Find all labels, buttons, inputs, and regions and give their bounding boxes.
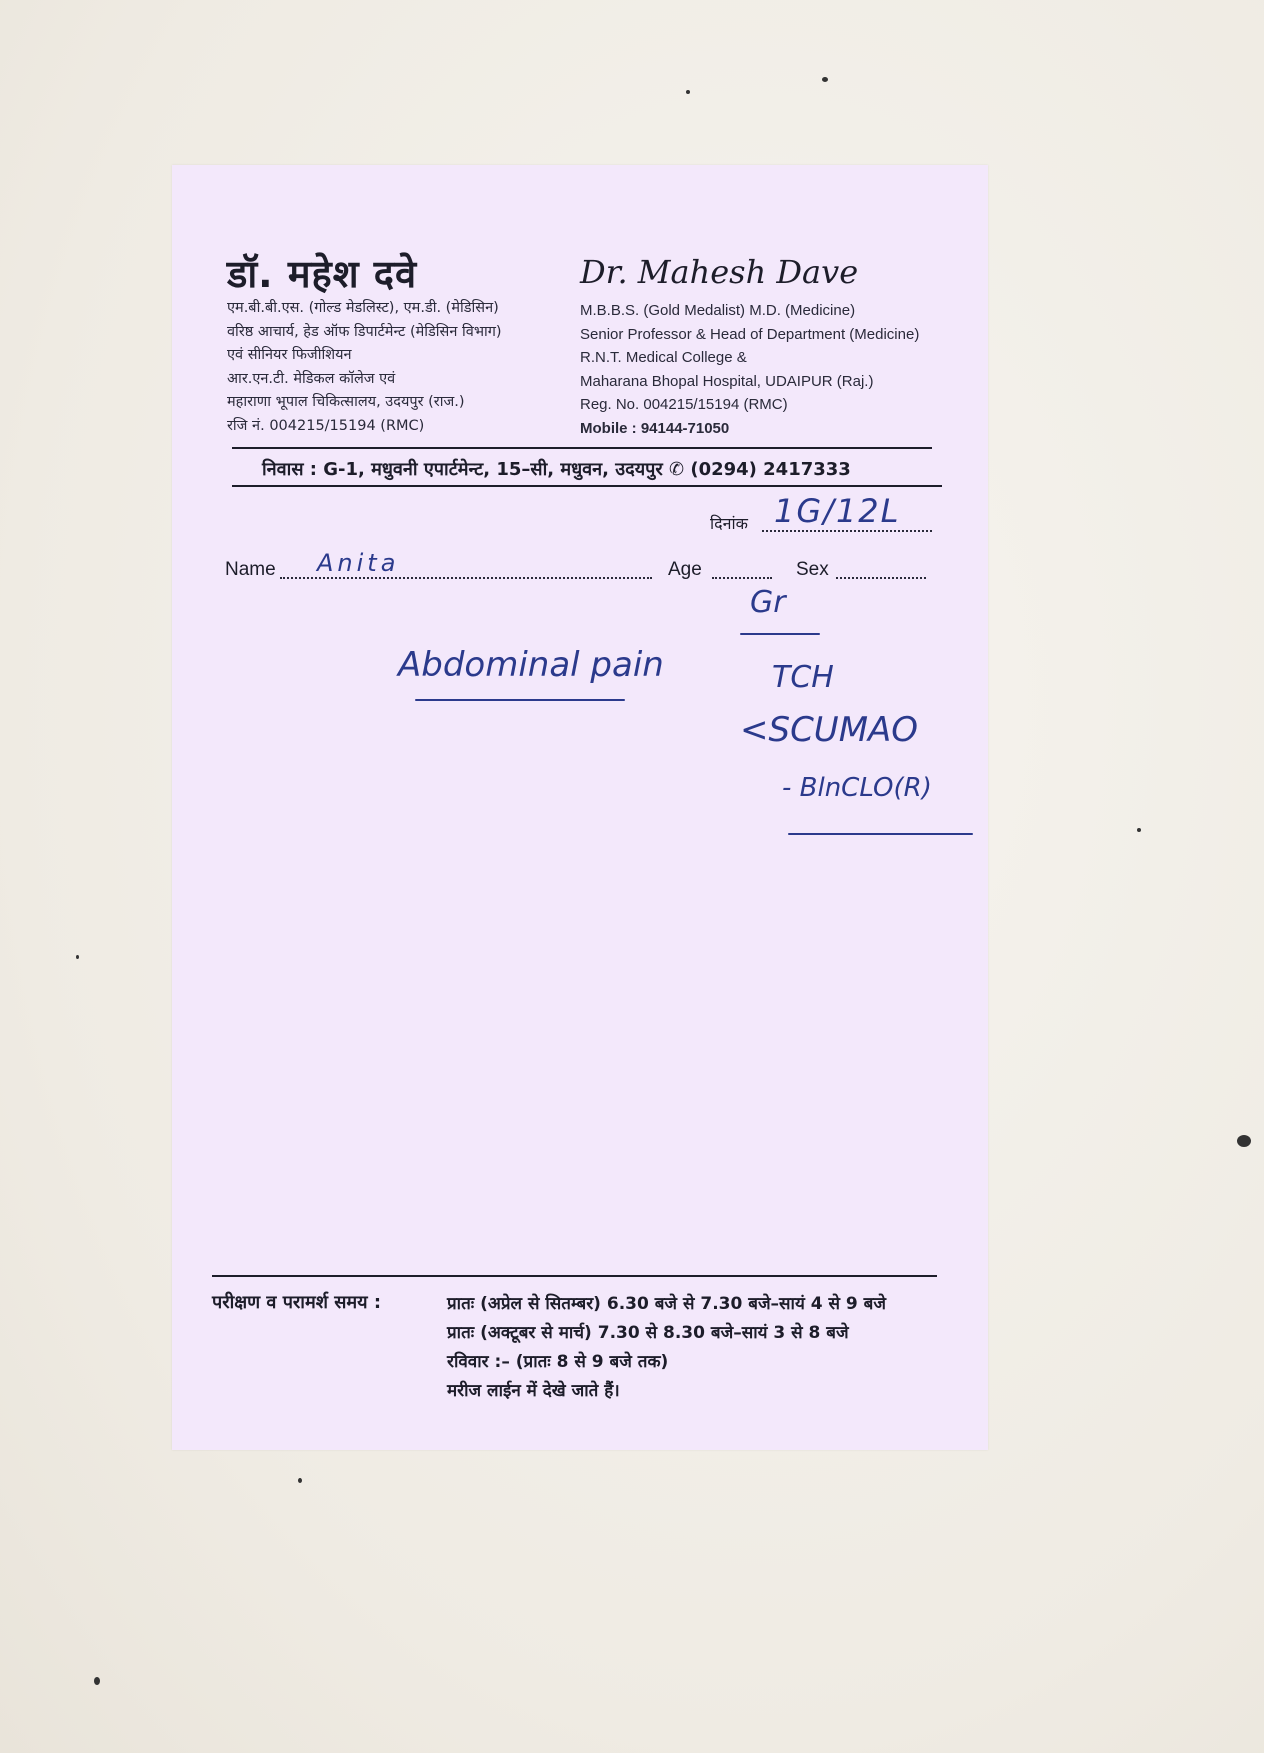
footer-divider	[212, 1275, 937, 1277]
qualification-line: Reg. No. 004215/15194 (RMC)	[580, 396, 788, 413]
address-divider	[232, 485, 942, 487]
sex-label: Sex	[796, 559, 829, 580]
doctor-name-english: Dr. Mahesh Dave	[580, 253, 859, 291]
qualification-line: एवं सीनियर फिजीशियन	[227, 347, 352, 363]
qualification-line: आर.एन.टी. मेडिकल कॉलेज एवं	[227, 370, 396, 387]
qualification-line: एम.बी.बी.एस. (गोल्ड मेडलिस्ट), एम.डी. (मेडिसिन)	[227, 300, 499, 316]
note-line-1: TCH	[772, 660, 834, 695]
scan-speck	[94, 1677, 100, 1685]
note-line-3: - BlnCLO(R)	[782, 773, 932, 803]
hours-line: रविवार :– (प्रातः 8 से 9 बजे तक)	[447, 1352, 669, 1372]
qualification-line: Maharana Bhopal Hospital, UDAIPUR (Raj.)	[580, 372, 874, 390]
age-sex-handwritten: Gr	[750, 585, 786, 620]
age-dotted-line	[712, 577, 772, 579]
note-line-2: <SCUMAO	[740, 710, 919, 750]
residence-address: निवास : G-1, मधुवनी एपार्टमेन्ट, 15–सी, मधुवन, उदयपुर ✆ (0294) 2417333	[262, 459, 851, 480]
qualifications-hindi	[227, 297, 502, 438]
scan-speck	[1137, 828, 1141, 832]
scan-speck	[1237, 1135, 1251, 1147]
qualification-line: Senior Professor & Head of Department (Medicine)	[580, 325, 920, 343]
sex-dotted-line	[836, 577, 926, 579]
mobile-number: Mobile : 94144-71050	[580, 419, 730, 437]
consultation-hours	[447, 1290, 886, 1406]
qualification-line: M.B.B.S. (Gold Medalist) M.D. (Medicine)	[580, 302, 856, 319]
doctor-name-hindi: डॉ. महेश दवे	[227, 252, 418, 296]
header-divider	[232, 447, 932, 449]
date-dotted-line	[762, 530, 932, 532]
notes-underline	[788, 833, 973, 835]
name-label: Name	[225, 559, 276, 580]
hours-line: मरीज लाईन में देखे जाते हैं।	[447, 1381, 620, 1401]
diagnosis-underline	[415, 699, 625, 701]
scan-speck	[822, 77, 828, 82]
date-handwritten: 1G/12L	[774, 492, 901, 530]
scan-speck	[298, 1478, 302, 1483]
date-label: दिनांक	[710, 514, 748, 533]
scan-speck	[76, 955, 79, 959]
prescription-pad	[172, 165, 988, 1450]
qualification-line: वरिष्ठ आचार्य, हेड ऑफ डिपार्टमेन्ट (मेडिसिन विभाग)	[227, 323, 502, 340]
diagnosis-handwritten: Abdominal pain	[398, 645, 664, 685]
age-label: Age	[668, 559, 702, 580]
qualifications-english	[580, 299, 919, 440]
age-sex-underline	[740, 633, 820, 635]
qualification-line: महाराणा भूपाल चिकित्सालय, उदयपुर (राज.)	[227, 394, 465, 410]
qualification-line: R.N.T. Medical College &	[580, 349, 747, 366]
consultation-hours-label: परीक्षण व परामर्श समय :	[212, 1292, 382, 1313]
scan-speck	[686, 90, 690, 94]
qualification-line: रजि नं. 004215/15194 (RMC)	[227, 417, 425, 434]
name-dotted-line	[280, 577, 652, 579]
patient-name-handwritten: Anita	[317, 549, 400, 577]
hours-line: प्रातः (अक्टूबर से मार्च) 7.30 से 8.30 बजे–सायं 3 से 8 बजे	[447, 1323, 849, 1343]
hours-line: प्रातः (अप्रेल से सितम्बर) 6.30 बजे से 7.30 बजे–सायं 4 से 9 बजे	[447, 1294, 886, 1314]
